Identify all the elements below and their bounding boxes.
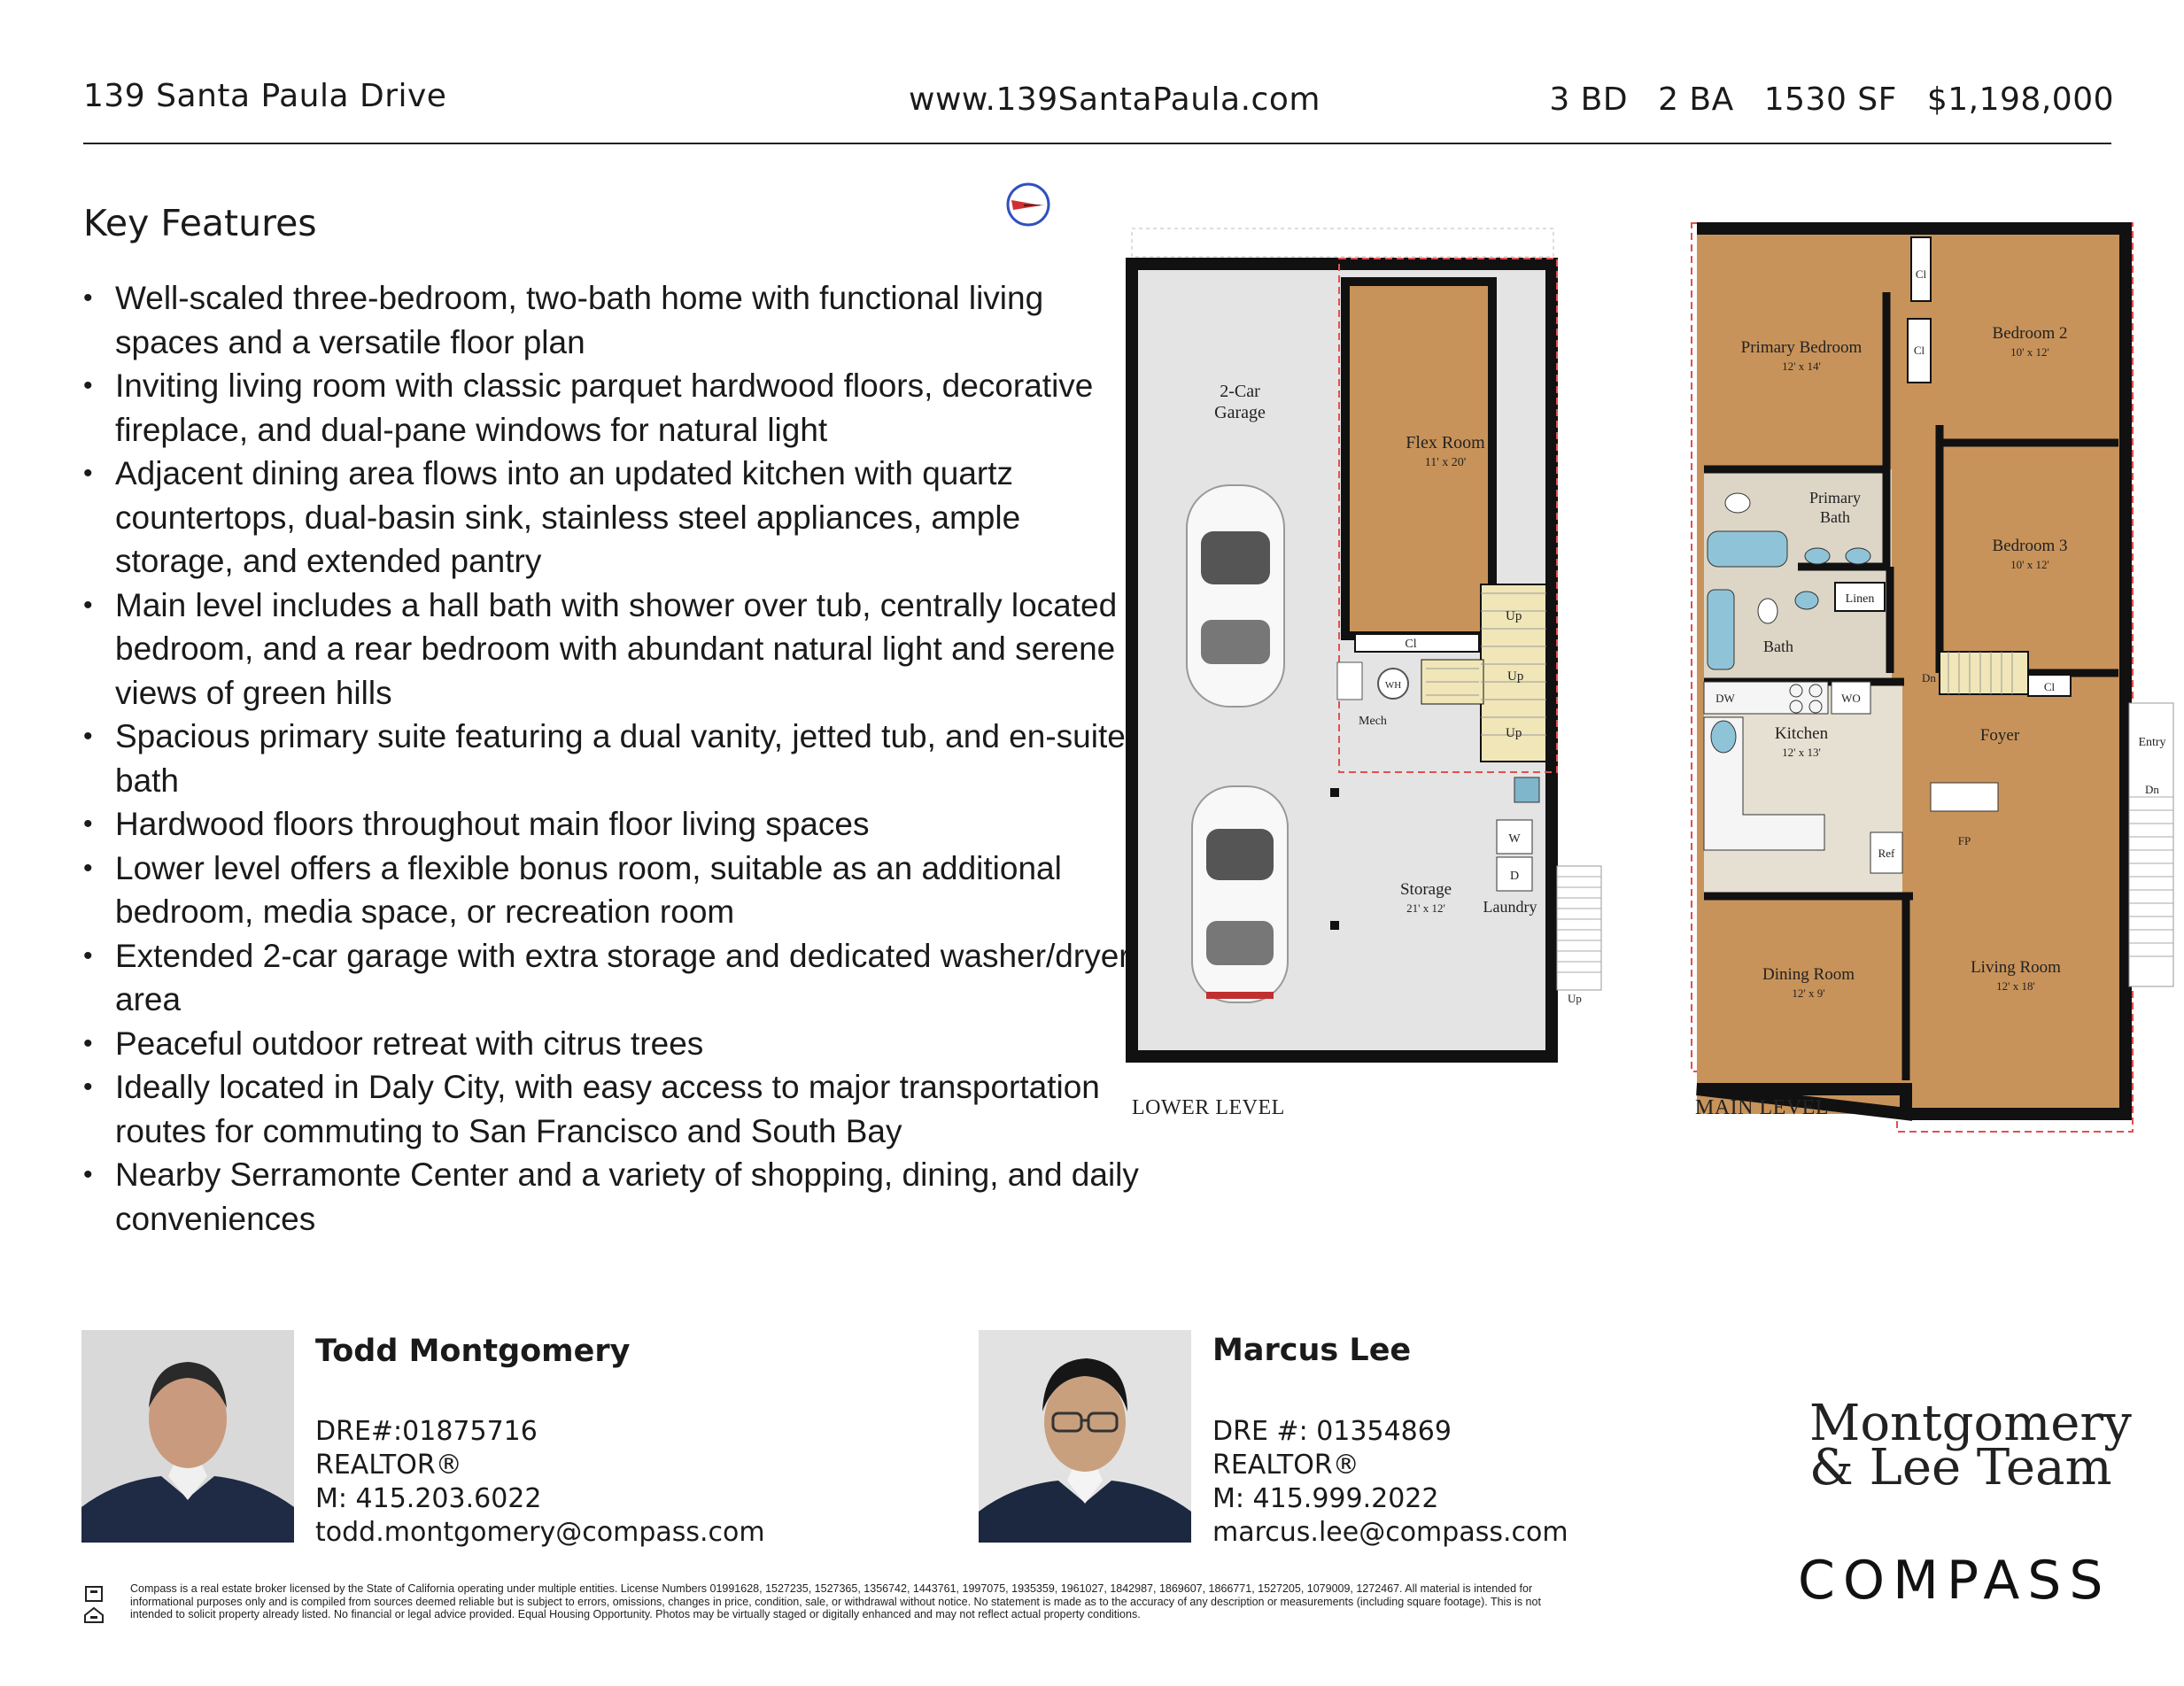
flex-room-dimensions: 11' x 20': [1424, 456, 1467, 469]
up-label: Up: [1507, 669, 1524, 684]
flex-room-label: Flex Room: [1406, 433, 1485, 452]
property-address: 139 Santa Paula Drive: [83, 78, 447, 114]
feature-item: • Main level includes a hall bath with shower over tub, centrally located bedroom, and a rear bedroom with abundant natural light and serene views of green hills: [115, 584, 1147, 715]
exterior-stairs: [1557, 866, 1601, 990]
legal-disclaimer: Compass is a real estate broker licensed by the State of California operating under multiple entities. License Numbers 01991628, 1527235, 1527365, 1356742, 1443761, 1997075, 1935359, 1961027, 1842987, 1869607, 1866771, 1527205, 1079009, 1272467. All material is intended for informational purposes only and is compiled from sources deemed reliable but is subject to errors, omissions, changes in price, condition, sale, or withdrawal without notice. No statement is made as to the accuracy of any description or measurements (including square footage). This is not intended to solicit property already listed. No financial or legal advice provided. Equal Housing Opportunity. Photos may be virtually staged or digitally enhanced and may not reflect actual property conditions.: [130, 1582, 1541, 1620]
feature-item: • Well-scaled three-bedroom, two-bath home with functional living spaces and a versatile floor plan: [115, 276, 1147, 364]
feature-item: • Hardwood floors throughout main floor living spaces: [115, 802, 1147, 847]
sink-icon: [1805, 548, 1830, 564]
agent-details: [315, 1415, 765, 1550]
linen-label: Linen: [1845, 592, 1875, 606]
header-divider: [83, 143, 2111, 144]
main-level-label: MAIN LEVEL: [1695, 1096, 1829, 1119]
property-stats: [1549, 81, 2114, 118]
wh-label: WH: [1384, 680, 1402, 691]
living-room-label: Living Room: [1971, 958, 2061, 977]
bathtub-icon: [1708, 590, 1734, 669]
feature-item: • Adjacent dining area flows into an updated kitchen with quartz countertops, dual-basin sink, stainless steel appliances, ample storage, and extended pantry: [115, 452, 1147, 584]
feature-item: • Extended 2-car garage with extra storage and dedicated washer/dryer area: [115, 934, 1147, 1022]
team-logo: [1809, 1395, 2132, 1497]
bedroom-2-dimensions: 10' x 12': [2010, 345, 2049, 359]
feature-item: • Peaceful outdoor retreat with citrus trees: [115, 1022, 1147, 1066]
main-level-plan: [1692, 223, 2173, 1132]
flex-room-floor: [1345, 282, 1492, 636]
wo-label: WO: [1841, 692, 1861, 705]
garage-label: Garage: [1214, 403, 1266, 422]
bath-label: Bath: [1763, 638, 1793, 655]
agent-photo: [81, 1330, 294, 1543]
up-label: Up: [1506, 609, 1522, 623]
fireplace-icon: [1931, 783, 1998, 811]
agent-name: Marcus Lee: [1212, 1333, 1412, 1368]
dining-room-dimensions: 12' x 9': [1792, 986, 1825, 1000]
compass-logo: COMPASS: [1798, 1550, 2111, 1612]
lower-closet-label: Cl: [1405, 638, 1417, 651]
agent-phone[interactable]: M: 415.999.2022: [1212, 1483, 1439, 1514]
toilet-icon: [1725, 493, 1750, 513]
car-icon: [1192, 786, 1288, 1002]
key-features-list: [83, 276, 1147, 1241]
ref-label: Ref: [1878, 847, 1895, 860]
property-website[interactable]: www.139SantaPaula.com: [909, 81, 1320, 118]
mech-label: Mech: [1359, 715, 1387, 728]
equal-housing-icon: [83, 1585, 105, 1624]
bathtub-icon: [1708, 531, 1787, 567]
washer-label: W: [1508, 832, 1521, 846]
up-label: Up: [1568, 992, 1582, 1005]
agent-portrait-image: [979, 1330, 1191, 1543]
fp-label: FP: [1957, 834, 1971, 847]
up-label: Up: [1506, 726, 1522, 740]
lower-level-label: LOWER LEVEL: [1132, 1096, 1285, 1119]
entry-label: Entry: [2138, 736, 2166, 749]
column: [1330, 788, 1339, 797]
key-features-title: Key Features: [83, 202, 317, 244]
foyer-label: Foyer: [1979, 726, 2020, 745]
toilet-icon: [1758, 599, 1777, 623]
primary-bath-label: Bath: [1820, 508, 1850, 526]
lower-level-plan: [1132, 228, 1601, 1119]
dining-room-label: Dining Room: [1762, 965, 1855, 984]
agent-email[interactable]: marcus.lee@compass.com: [1212, 1517, 1568, 1548]
agent-title: REALTOR®: [1212, 1450, 1359, 1481]
closet-label: Cl: [1913, 344, 1925, 357]
column: [1330, 921, 1339, 930]
dryer-label: D: [1509, 870, 1520, 883]
agent-title: REALTOR®: [315, 1450, 462, 1481]
primary-bath-label: Primary: [1809, 489, 1861, 507]
laundry-label: Laundry: [1483, 898, 1537, 916]
price-stat: $1,198,000: [1926, 81, 2114, 118]
laundry-sink-icon: [1514, 777, 1539, 802]
closet-label: Cl: [1915, 267, 1927, 281]
team-logo-line: Montgomery: [1809, 1395, 2132, 1452]
dn-label: Dn: [1922, 671, 1936, 684]
agent-email[interactable]: todd.montgomery@compass.com: [315, 1517, 765, 1548]
bedroom-3-dimensions: 10' x 12': [2010, 558, 2049, 571]
sqft-stat: 1530 SF: [1763, 81, 1897, 118]
feature-item: • Nearby Serramonte Center and a variety of shopping, dining, and daily conveniences: [115, 1153, 1147, 1241]
living-room-dimensions: 12' x 18': [1996, 979, 2035, 993]
sink-icon: [1795, 592, 1818, 609]
main-stairs: [1940, 652, 2028, 694]
kitchen-label: Kitchen: [1774, 724, 1829, 743]
dw-label: DW: [1715, 692, 1735, 705]
agent-dre: DRE #: 01354869: [1212, 1416, 1452, 1447]
agent-details: [1212, 1415, 1568, 1550]
beds-stat: 3 BD: [1549, 81, 1629, 118]
garage-label: 2-Car: [1220, 382, 1260, 401]
sink-icon: [1711, 721, 1736, 753]
agent-name: Todd Montgomery: [315, 1334, 631, 1369]
floor-plan: [1116, 168, 2184, 1142]
primary-bedroom-dimensions: 12' x 14': [1782, 360, 1821, 373]
bedroom-2-label: Bedroom 2: [1992, 324, 2068, 343]
feature-item: • Inviting living room with classic parquet hardwood floors, decorative fireplace, and dual-pane windows for natural light: [115, 364, 1147, 452]
car-icon: [1187, 485, 1284, 707]
baths-stat: 2 BA: [1658, 81, 1734, 118]
storage-dimensions: 21' x 12': [1406, 901, 1445, 915]
agent-photo: [979, 1330, 1191, 1543]
compass-rose-icon: [1006, 182, 1050, 227]
mech-unit: [1337, 662, 1362, 700]
flex-closet: [1355, 634, 1479, 652]
team-logo-line: & Lee Team: [1809, 1439, 2112, 1497]
storage-label: Storage: [1399, 880, 1452, 899]
feature-item: • Spacious primary suite featuring a dual vanity, jetted tub, and en-suite bath: [115, 715, 1147, 802]
agent-phone[interactable]: M: 415.203.6022: [315, 1483, 542, 1514]
dn-label: Dn: [2145, 783, 2159, 796]
agent-portrait-image: [81, 1330, 294, 1543]
feature-item: • Ideally located in Daly City, with easy access to major transportation routes for commuting to San Francisco and South Bay: [115, 1065, 1147, 1153]
primary-bedroom-label: Primary Bedroom: [1740, 338, 1863, 357]
agent-dre: DRE#:01875716: [315, 1416, 538, 1447]
sink-icon: [1846, 548, 1870, 564]
kitchen-dimensions: 12' x 13': [1782, 746, 1821, 759]
lower-level-outline: [1132, 228, 1553, 257]
bedroom-3-label: Bedroom 3: [1992, 537, 2068, 555]
feature-item: • Lower level offers a flexible bonus room, suitable as an additional bedroom, media space, or recreation room: [115, 847, 1147, 934]
closet-label: Cl: [2043, 680, 2056, 693]
